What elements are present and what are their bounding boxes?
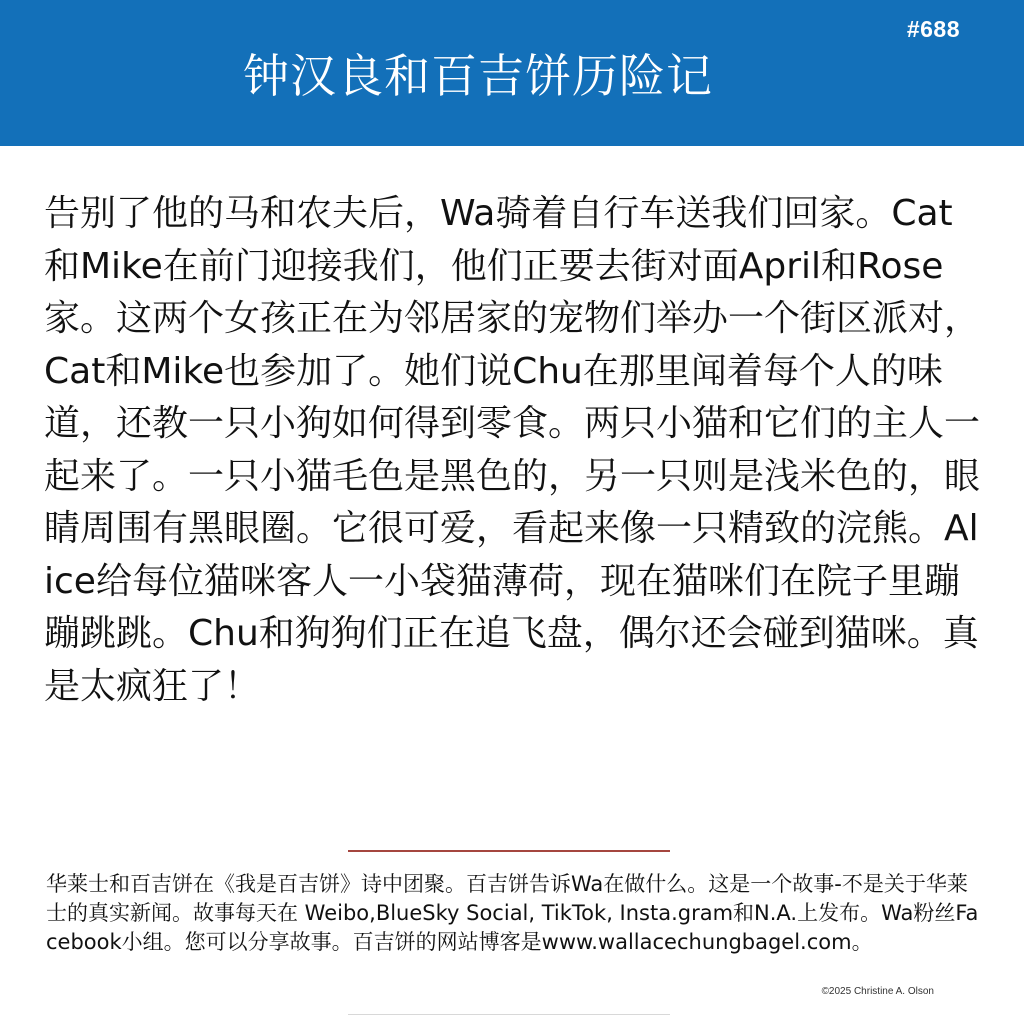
story-text: 告别了他的马和农夫后，Wa骑着自行车送我们回家。Cat和Mike在前门迎接我们，他们正要去街对面April和Rose家。这两个女孩正在为邻居家的宠物们举办一个街区派对，Cat和Mike也参加了。她们说Chu在那里闻着每个人的味道，还教一只小狗如何得到零食。两只小猫和它们的主人一起来了。一只小猫毛色是黑色的，另一只则是浅米色的，眼睛周围有黑眼圈。它很可爱，看起来像一只精致的浣熊。Alice给每位猫咪客人一小袋猫薄荷，现在猫咪们在院子里蹦蹦跳跳。Chu和狗狗们正在追飞盘，偶尔还会碰到猫咪。真是太疯狂了！ — [44, 193, 981, 707]
bottom-divider — [348, 1014, 670, 1015]
page-title: 钟汉良和百吉饼历险记 — [243, 49, 713, 103]
episode-number: #688 — [906, 16, 960, 42]
header-banner — [0, 0, 1024, 146]
copyright-notice: ©2025 Christine A. Olson — [821, 986, 934, 997]
divider-line — [348, 850, 670, 852]
footer-note: 华莱士和百吉饼在《我是百吉饼》诗中团聚。百吉饼告诉Wa在做什么。这是一个故事-不是关于华莱士的真实新闻。故事每天在 Weibo,BlueSky Social, TikTok, Insta.gram和N.A.上发布。Wa粉丝Facebook小组。您可以分享故事。百吉饼的网站博客是www.wallacechungbagel.com。 — [46, 872, 979, 954]
